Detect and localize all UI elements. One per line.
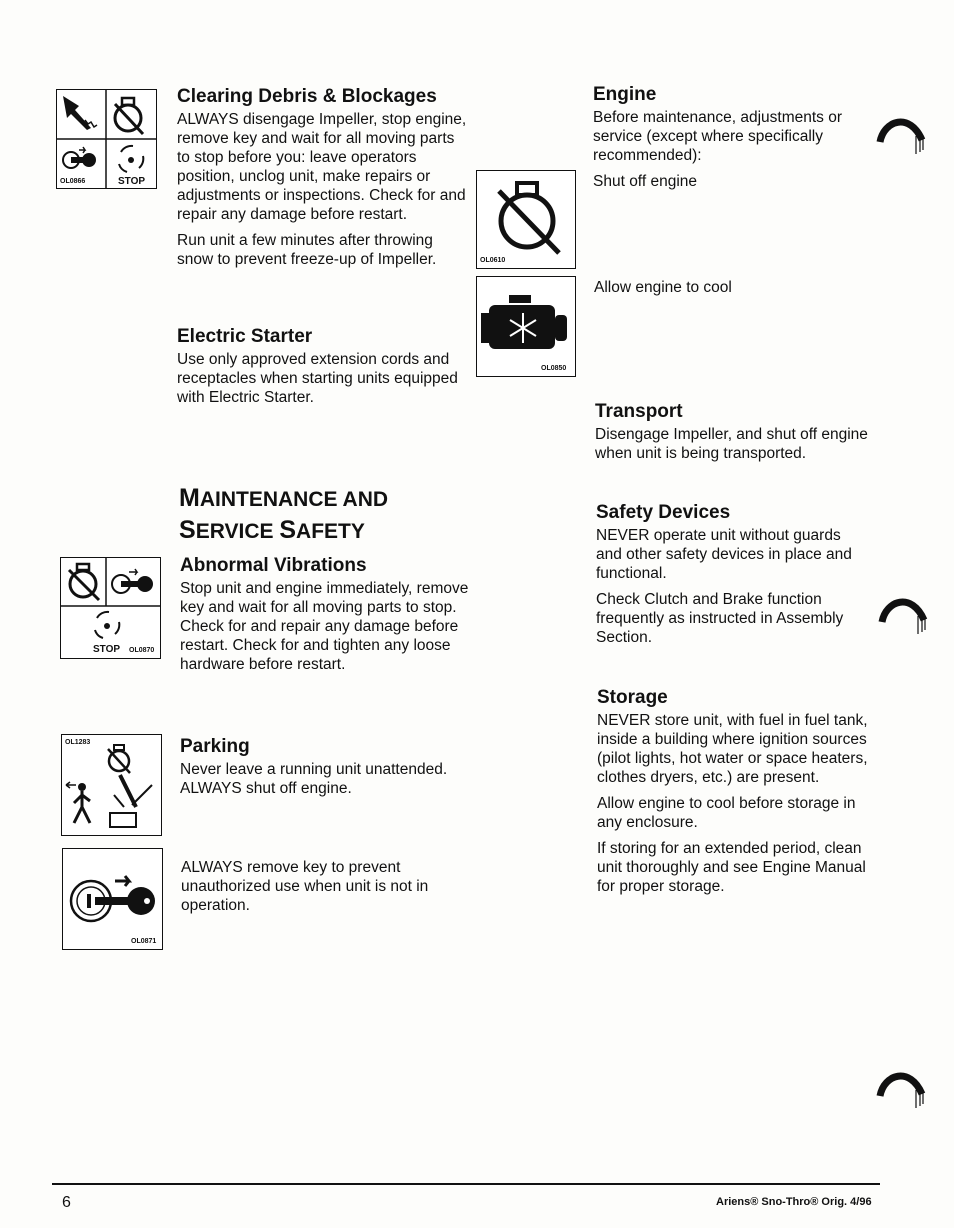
section-title: Electric Starter xyxy=(177,326,313,347)
maintenance-service-safety-heading xyxy=(179,483,479,547)
section-paragraph: Before maintenance, adjustments or service (except where specifically recommended): xyxy=(593,109,842,164)
safety-icon-shut-off-engine xyxy=(476,170,576,269)
impeller-stop-key-icon xyxy=(57,90,156,188)
icon-code: OL0870 xyxy=(129,647,155,654)
safety-icon-vibrations xyxy=(60,557,161,659)
section-paragraph: Run unit a few minutes after throwing snow to prevent freeze-up of Impeller. xyxy=(177,232,437,268)
icon-code: OL0850 xyxy=(541,365,567,372)
section-paragraph: Check Clutch and Brake function frequently as instructed in Assembly Section. xyxy=(596,591,844,646)
page-number: 6 xyxy=(62,1194,71,1211)
section-safety-devices xyxy=(596,502,866,647)
section-paragraph: If storing for an extended period, clean unit thoroughly and see Engine Manual for proper storage. xyxy=(597,840,866,895)
section-paragraph: ALWAYS disengage Impeller, stop engine, remove key and wait for all moving parts to stop before you: leave operators position, unclog unit, make repairs or adjustments or inspections. Check for and repair any damage before restart. xyxy=(177,111,467,223)
section-engine-cool xyxy=(594,278,874,297)
safety-icon-clearing xyxy=(56,89,157,189)
section-abnormal-vibrations xyxy=(180,555,470,674)
section-engine xyxy=(593,84,873,191)
section-title: Storage xyxy=(597,687,668,708)
section-paragraph: NEVER operate unit without guards and other safety devices in place and functional. xyxy=(596,527,852,582)
section-electric-starter xyxy=(177,326,467,407)
section-title: Engine xyxy=(593,84,657,105)
engine-cool-snowflake-icon xyxy=(477,277,575,376)
section-title: Abnormal Vibrations xyxy=(180,555,367,576)
section-transport xyxy=(595,401,885,463)
safety-icon-key xyxy=(62,848,163,950)
stop-label: STOP xyxy=(118,176,146,187)
remove-key-icon xyxy=(63,849,162,949)
section-paragraph: Disengage Impeller, and shut off engine when unit is being transported. xyxy=(595,426,868,462)
margin-hook-icon xyxy=(878,590,928,634)
section-parking-key xyxy=(181,858,471,915)
safety-icon-cool-engine xyxy=(476,276,576,377)
section-storage xyxy=(597,687,882,896)
icon-code: OL0871 xyxy=(131,938,157,945)
section-paragraph: Never leave a running unit unattended. ALWAYS shut off engine. xyxy=(180,761,448,797)
stop-label: STOP xyxy=(93,644,121,655)
section-paragraph: Use only approved extension cords and receptacles when starting units equipped with Electric Starter. xyxy=(177,351,458,406)
safety-icon-parking xyxy=(61,734,162,836)
section-paragraph: Allow engine to cool xyxy=(594,279,732,296)
heading-line-1: MAINTENANCE AND xyxy=(179,484,389,512)
margin-hook-icon xyxy=(876,110,926,154)
section-title: Clearing Debris & Blockages xyxy=(177,86,437,107)
engine-off-key-stop-icon xyxy=(61,558,160,658)
section-title: Parking xyxy=(180,736,250,757)
section-paragraph: NEVER store unit, with fuel in fuel tank, inside a building where ignition sources (pilot lights, hot water or space heaters, clothes dryers, etc.) are present. xyxy=(597,712,868,786)
footer-rule xyxy=(52,1183,880,1185)
footer-doc-info: Ariens® Sno-Thro® Orig. 4/96 xyxy=(716,1196,872,1208)
icon-code: OL1283 xyxy=(65,739,91,746)
section-paragraph: Stop unit and engine immediately, remove key and wait for all moving parts to stop. Check for and repair any damage before restart. Check for and tighten any loose hardware before restart. xyxy=(180,580,469,673)
icon-code: OL0610 xyxy=(480,257,506,264)
section-paragraph: Allow engine to cool before storage in any enclosure. xyxy=(597,795,856,831)
section-paragraph: ALWAYS remove key to prevent unauthorized use when unit is not in operation. xyxy=(181,859,429,914)
section-clearing-debris xyxy=(177,86,467,269)
section-title: Transport xyxy=(595,401,683,422)
margin-hook-icon xyxy=(876,1064,926,1108)
person-leaving-machine-icon xyxy=(62,735,161,835)
section-paragraph: Shut off engine xyxy=(593,173,697,190)
icon-code: OL0866 xyxy=(60,178,86,185)
heading-line-2: SERVICE SAFETY xyxy=(179,516,365,544)
section-parking xyxy=(180,736,470,798)
section-title: Safety Devices xyxy=(596,502,731,523)
engine-off-icon xyxy=(477,171,575,268)
